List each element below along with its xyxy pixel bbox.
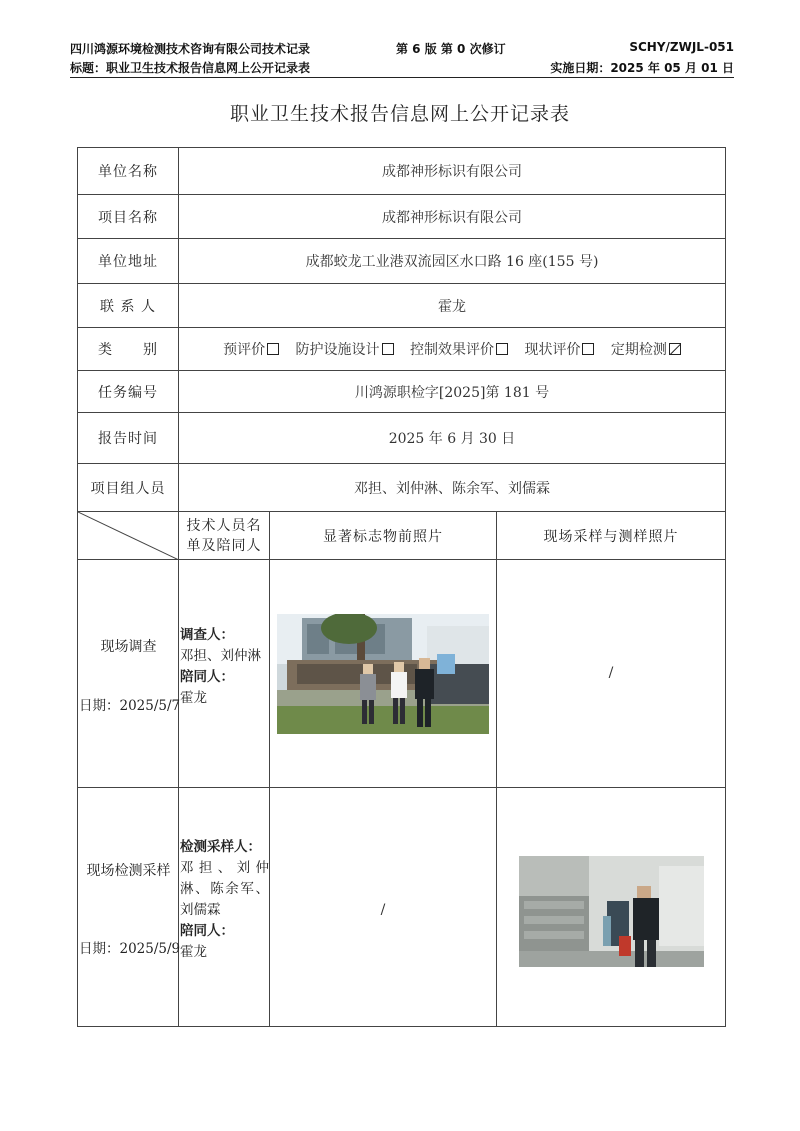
report-time-label: 报告时间	[78, 413, 179, 464]
row-report-time	[78, 413, 726, 464]
team-label: 项目组人员	[78, 464, 179, 512]
contact-value: 霍龙	[179, 284, 726, 328]
project-name-value: 成都神形标识有限公司	[179, 195, 726, 239]
doc-header-line-1	[70, 40, 734, 56]
category-label: 类 别	[78, 328, 179, 371]
contact-label: 联 系 人	[78, 284, 179, 328]
row-address	[78, 239, 726, 284]
samplers-names: 邓担、刘仲淋、陈余军、刘儒霖	[180, 860, 269, 918]
page-title: 职业卫生技术报告信息网上公开记录表	[229, 103, 570, 125]
address-label: 单位地址	[78, 239, 179, 284]
diagonal-header-cell	[78, 512, 179, 560]
category-option-protection-design[interactable]: 防护设施设计	[296, 342, 394, 358]
row-project-name	[78, 195, 726, 239]
org-record-title: 四川鸿源环境检测技术咨询有限公司技术记录	[70, 42, 311, 56]
row-photo-header	[78, 512, 726, 560]
investigators-names: 邓担、刘仲淋	[180, 647, 261, 664]
site-photo-image	[519, 856, 704, 967]
version-label: 第 6 版 第 0 次修订	[396, 42, 506, 56]
investigators-label: 调查人：	[180, 626, 234, 643]
task-no-value: 川鸿源职检字[2025]第 181 号	[179, 371, 726, 413]
sign-photo-header: 显著标志物前照片	[270, 512, 497, 560]
unit-name-value: 成都神形标识有限公司	[179, 148, 726, 195]
effective-date: 实施日期：2025 年 05 月 01 日	[550, 61, 734, 75]
sampling-site-photo-cell	[497, 788, 726, 1027]
checkbox-icon	[582, 343, 594, 355]
checkbox-icon	[382, 343, 394, 355]
row-sampling	[78, 788, 726, 1027]
project-name-label: 项目名称	[78, 195, 179, 239]
sign-photo-image	[277, 614, 489, 734]
survey-date: 日期：2025/5/7	[79, 698, 181, 714]
record-table	[77, 147, 726, 1027]
doc-subject: 标题：职业卫生技术报告信息网上公开记录表	[70, 61, 311, 75]
row-contact	[78, 284, 726, 328]
staff-header: 技术人员名单及陪同人	[179, 512, 270, 560]
site-photo-header: 现场采样与测样照片	[497, 512, 726, 560]
diagonal-line	[78, 512, 179, 560]
checkbox-icon	[496, 343, 508, 355]
row-team	[78, 464, 726, 512]
unit-name-label: 单位名称	[78, 148, 179, 195]
category-option-control-effect[interactable]: 控制效果评价	[410, 342, 508, 358]
category-option-status-eval[interactable]: 现状评价	[524, 342, 594, 358]
doc-header-line-2	[70, 59, 734, 75]
sampling-label-cell	[78, 788, 179, 1027]
checkbox-icon	[267, 343, 279, 355]
category-option-pre-eval[interactable]: 预评价	[223, 342, 279, 358]
sampling-staff-cell	[179, 788, 270, 1027]
survey-escort-name: 霍龙	[180, 689, 207, 706]
header-divider	[70, 77, 734, 78]
survey-label: 现场调查	[100, 639, 157, 655]
task-no-label: 任务编号	[78, 371, 179, 413]
category-options	[179, 328, 726, 371]
sampling-escort-name: 霍龙	[180, 944, 207, 960]
survey-label-cell	[78, 560, 179, 788]
row-unit-name	[78, 148, 726, 195]
doc-code: SCHY/ZWJL-051	[629, 40, 734, 54]
survey-sign-photo-cell	[270, 560, 497, 788]
row-survey	[78, 560, 726, 788]
category-option-periodic-test[interactable]: 定期检测	[611, 342, 681, 358]
survey-escort-label: 陪同人：	[180, 668, 234, 685]
survey-site-photo-cell: /	[497, 560, 726, 788]
row-task-no	[78, 371, 726, 413]
samplers-label: 检测采样人：	[180, 839, 261, 855]
sampling-escort-label: 陪同人：	[180, 923, 234, 939]
report-time-value: 2025 年 6 月 30 日	[179, 413, 726, 464]
sampling-date: 日期：2025/5/9	[79, 941, 181, 957]
sampling-sign-photo-cell: /	[270, 788, 497, 1027]
row-category	[78, 328, 726, 371]
address-value: 成都蛟龙工业港双流园区水口路 16 座(155 号)	[179, 239, 726, 284]
sampling-label: 现场检测采样	[86, 863, 171, 879]
survey-staff-cell	[179, 560, 270, 788]
team-value: 邓担、刘仲淋、陈余军、刘儒霖	[179, 464, 726, 512]
checked-checkbox-icon	[669, 343, 681, 355]
